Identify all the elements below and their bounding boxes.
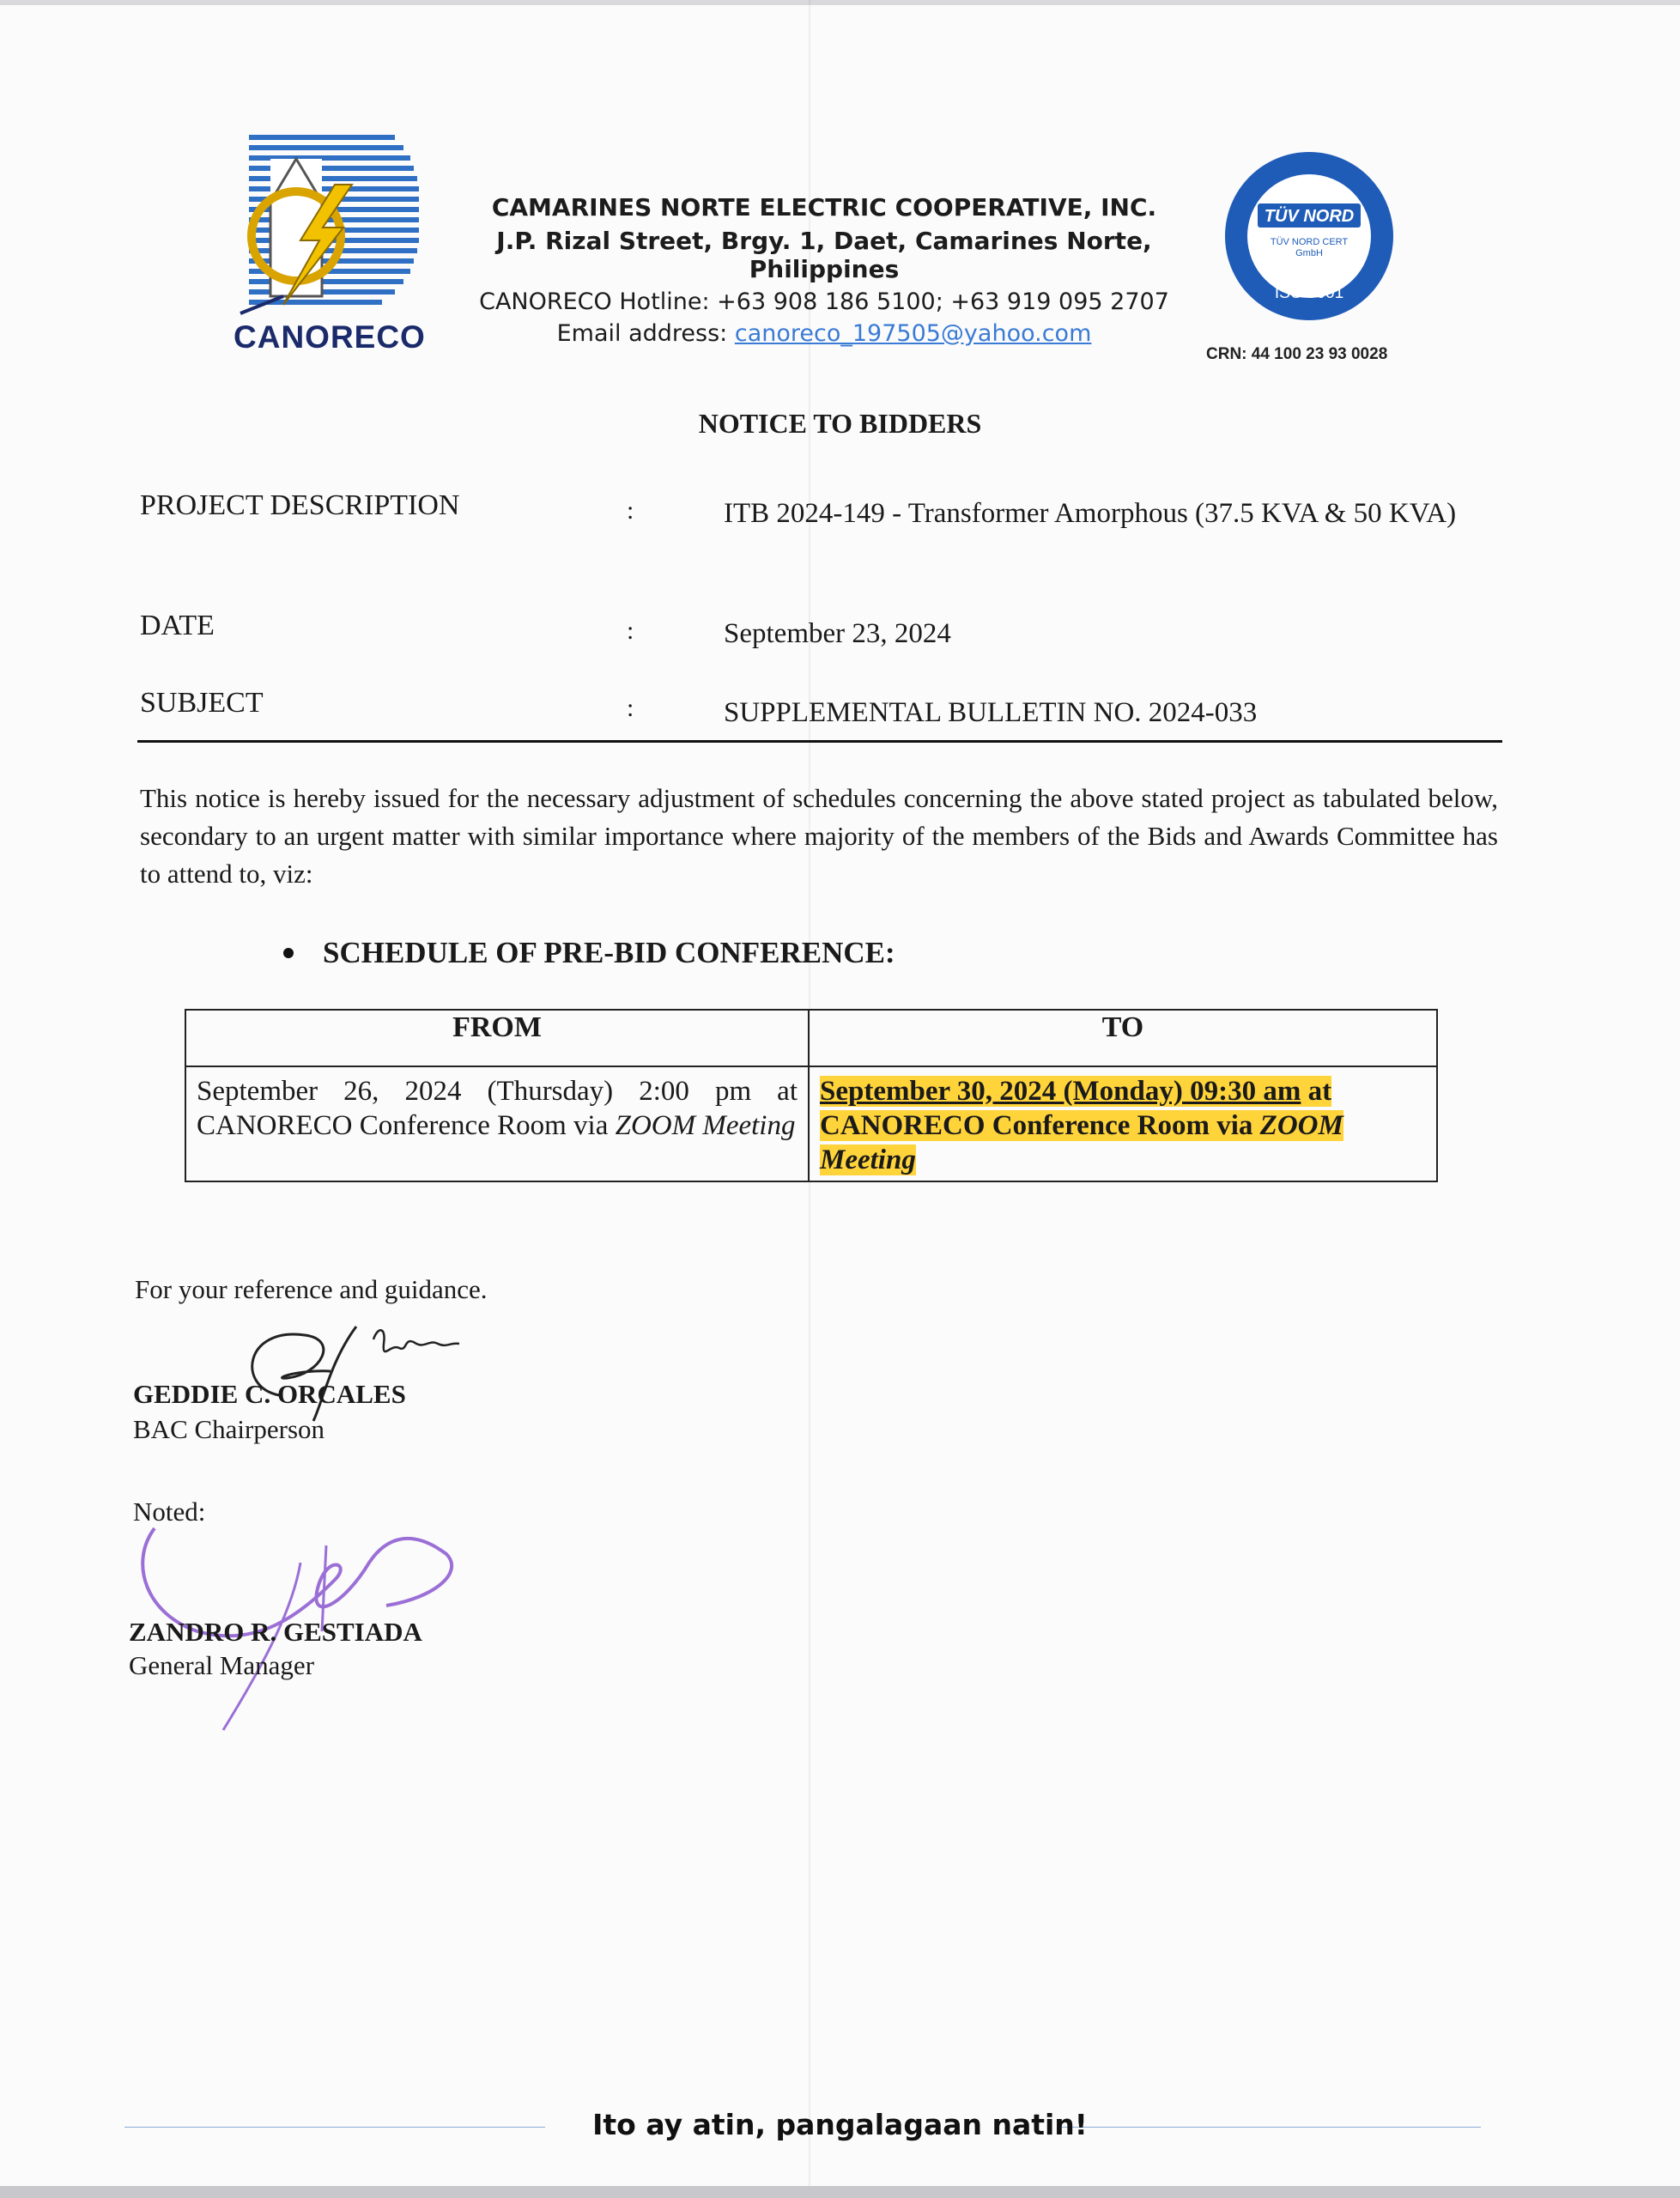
field-colon: : — [627, 496, 634, 525]
to-date-underlined: September 30, 2024 (Monday) 09:30 am — [820, 1076, 1301, 1107]
signatory-1-name: GEDDIE C. ORCALES — [133, 1379, 406, 1409]
noted-label: Noted: — [133, 1497, 206, 1527]
field-colon: : — [627, 694, 634, 722]
to-text: at CANORECO Conference Room via — [820, 1076, 1332, 1141]
header-divider — [137, 740, 1502, 743]
signatory-2-name: ZANDRO R. GESTIADA — [129, 1617, 422, 1647]
table-header-row — [185, 1010, 1437, 1066]
from-italic: ZOOM Meeting — [615, 1110, 796, 1141]
org-address: J.P. Rizal Street, Brgy. 1, Daet, Camarines Norte, Philippines — [496, 227, 1152, 283]
field-label-subject: SUBJECT — [140, 687, 264, 719]
from-text: September 26, 2024 (Thursday) 2:00 pm at CANORECO Conference Room via — [197, 1076, 798, 1141]
closing-line: For your reference and guidance. — [135, 1274, 488, 1304]
cert-sub2: GmbH — [1295, 248, 1323, 258]
section-heading — [283, 936, 895, 970]
signature-1-icon — [227, 1309, 511, 1430]
section-heading-text: SCHEDULE OF PRE-BID CONFERENCE: — [323, 936, 895, 969]
cell-from — [185, 1066, 809, 1181]
to-italic: ZOOM Meeting — [820, 1110, 1343, 1175]
page-title: NOTICE TO BIDDERS — [698, 408, 982, 439]
crn-number: CRN: 44 100 23 93 0028 — [1206, 345, 1388, 363]
signatory-1-role: BAC Chairperson — [133, 1414, 325, 1444]
table-row — [185, 1066, 1437, 1181]
field-value-project: ITB 2024-149 - Transformer Amorphous (37.5 KVA & 50 KVA) — [724, 498, 1457, 529]
org-hotline: CANORECO Hotline: +63 908 186 5100; +63 919 095 2707 — [479, 288, 1169, 315]
scan-bottom-edge — [0, 2186, 1680, 2198]
tuv-nord-iso-logo-icon — [1210, 150, 1408, 348]
org-email-line — [446, 320, 1202, 347]
notice-paragraph: This notice is hereby issued for the necessary adjustment of schedules concerning the above stated project as tabulated below, secondary to an urgent matter with similar importance where majority of the members of the Bids and Awards Committee has to attend to, viz: — [140, 783, 1498, 889]
cert-title: TÜV NORD — [1264, 207, 1355, 226]
cert-sub1: TÜV NORD CERT — [1270, 237, 1349, 247]
cell-to — [809, 1066, 1437, 1181]
footer-slogan: Ito ay atin, pangalagaan natin! — [592, 2108, 1088, 2141]
field-label-project: PROJECT DESCRIPTION — [140, 489, 460, 521]
org-name: CAMARINES NORTE ELECTRIC COOPERATIVE, INC. — [491, 193, 1157, 222]
field-colon: : — [627, 616, 634, 645]
field-value-date: September 23, 2024 — [724, 618, 951, 649]
scan-top-edge — [0, 0, 1680, 5]
cert-iso: ISO 9001 — [1274, 284, 1344, 302]
table-header-from: FROM — [185, 1010, 809, 1066]
signatory-2-role: General Manager — [129, 1650, 315, 1680]
field-label-date: DATE — [140, 610, 215, 641]
table-header-to: TO — [809, 1010, 1437, 1066]
email-label: Email address: — [556, 320, 735, 347]
field-value-subject: SUPPLEMENTAL BULLETIN NO. 2024-033 — [724, 697, 1258, 728]
email-link[interactable]: canoreco_197505@yahoo.com — [734, 320, 1092, 347]
bullet-icon — [283, 948, 294, 958]
letterhead — [446, 193, 1202, 347]
logo-wordmark: CANORECO — [234, 319, 426, 355]
schedule-table — [185, 1009, 1438, 1182]
